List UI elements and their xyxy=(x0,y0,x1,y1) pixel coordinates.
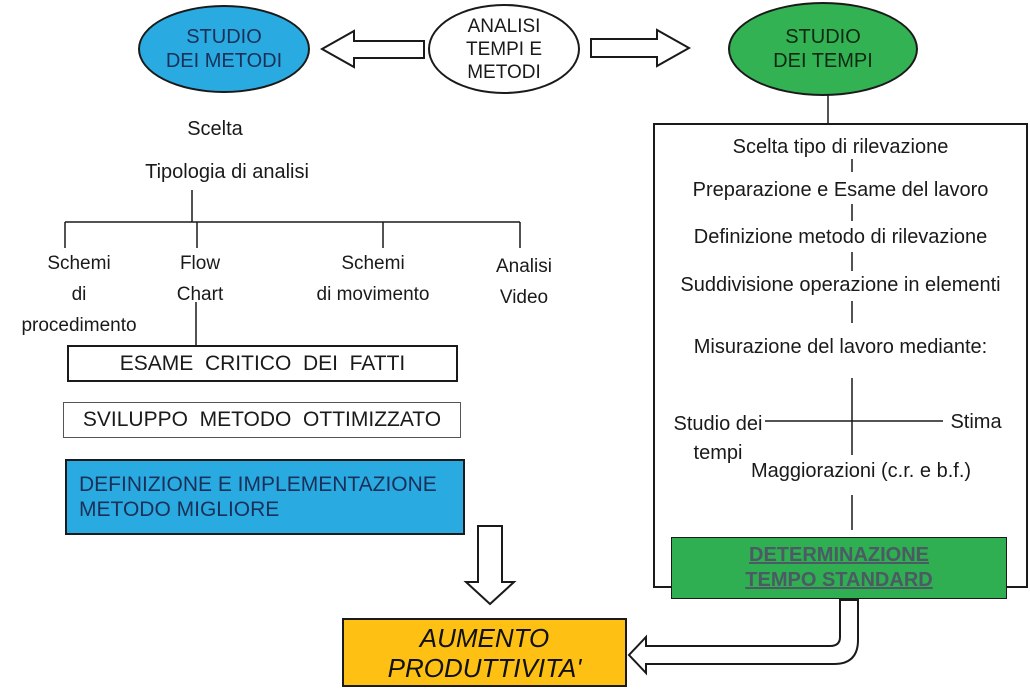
branch-label-line: Analisi xyxy=(496,256,552,277)
box-label-line: PRODUTTIVITA' xyxy=(387,652,582,683)
label-line: tempi xyxy=(693,442,743,464)
box-sviluppo-metodo: SVILUPPO METODO OTTIMIZZATO xyxy=(63,402,461,438)
step-suddivisione-operazione: Suddivisione operazione in elementi xyxy=(680,274,1001,296)
node-label-line: DEI TEMPI xyxy=(773,50,873,72)
box-label-line: TEMPO STANDARD xyxy=(745,569,933,591)
box-label-line: DEFINIZIONE E IMPLEMENTAZIONE xyxy=(79,473,437,496)
branch-label-line: Flow xyxy=(179,253,221,274)
box-label-line: DETERMINAZIONE xyxy=(749,544,929,566)
arrow-right-icon xyxy=(591,30,689,66)
branch-label-line: Schemi xyxy=(47,253,111,274)
arrow-left-icon xyxy=(322,31,424,67)
node-studio-dei-metodi xyxy=(138,5,310,93)
branch-label-line: Schemi xyxy=(341,253,405,274)
branch-schemi-di-procedimento xyxy=(9,248,149,341)
node-label-line: STUDIO xyxy=(785,26,861,48)
branch-label-line: di movimento xyxy=(316,284,430,305)
box-aumento-produttivita xyxy=(342,618,627,687)
node-label-line: TEMPI E xyxy=(465,38,542,60)
branch-schemi-di-movimento xyxy=(293,248,453,310)
box-esame-critico: ESAME CRITICO DEI FATTI xyxy=(67,345,458,382)
branch-label-line: Chart xyxy=(176,284,224,305)
step-misurazione-lavoro: Misurazione del lavoro mediante: xyxy=(693,336,988,358)
label-scelta: Scelta xyxy=(187,118,243,140)
node-label-line: ANALISI xyxy=(467,15,541,37)
node-studio-dei-tempi xyxy=(728,2,918,96)
step-preparazione-esame: Preparazione e Esame del lavoro xyxy=(692,179,989,201)
label-maggiorazioni: Maggiorazioni (c.r. e b.f.) xyxy=(750,460,972,482)
box-label-line: AUMENTO xyxy=(419,622,550,653)
branch-analisi-video xyxy=(464,251,584,313)
arrow-down-icon xyxy=(466,526,514,604)
box-definizione-implementazione xyxy=(65,459,465,535)
branch-label-line: di xyxy=(71,284,87,305)
branch-flow-chart xyxy=(150,248,250,310)
step-scelta-tipo-rilevazione: Scelta tipo di rilevazione xyxy=(732,136,949,158)
node-label-line: METODI xyxy=(467,61,541,83)
label-tipologia-di-analisi: Tipologia di analisi xyxy=(145,161,309,183)
node-label-line: DEI METODI xyxy=(165,50,283,72)
node-analisi-tempi-e-metodi xyxy=(428,4,580,94)
branch-label-line: Video xyxy=(499,287,549,308)
arrow-elbow-left-icon xyxy=(629,600,858,673)
step-definizione-metodo: Definizione metodo di rilevazione xyxy=(693,226,988,248)
box-determinazione-tempo-standard xyxy=(671,537,1007,599)
box-label-line: METODO MIGLIORE xyxy=(79,498,280,521)
branch-label-line: procedimento xyxy=(21,315,137,336)
node-label-line: STUDIO xyxy=(186,26,262,48)
label-stima: Stima xyxy=(950,411,1002,433)
label-line: Studio dei xyxy=(673,413,763,435)
